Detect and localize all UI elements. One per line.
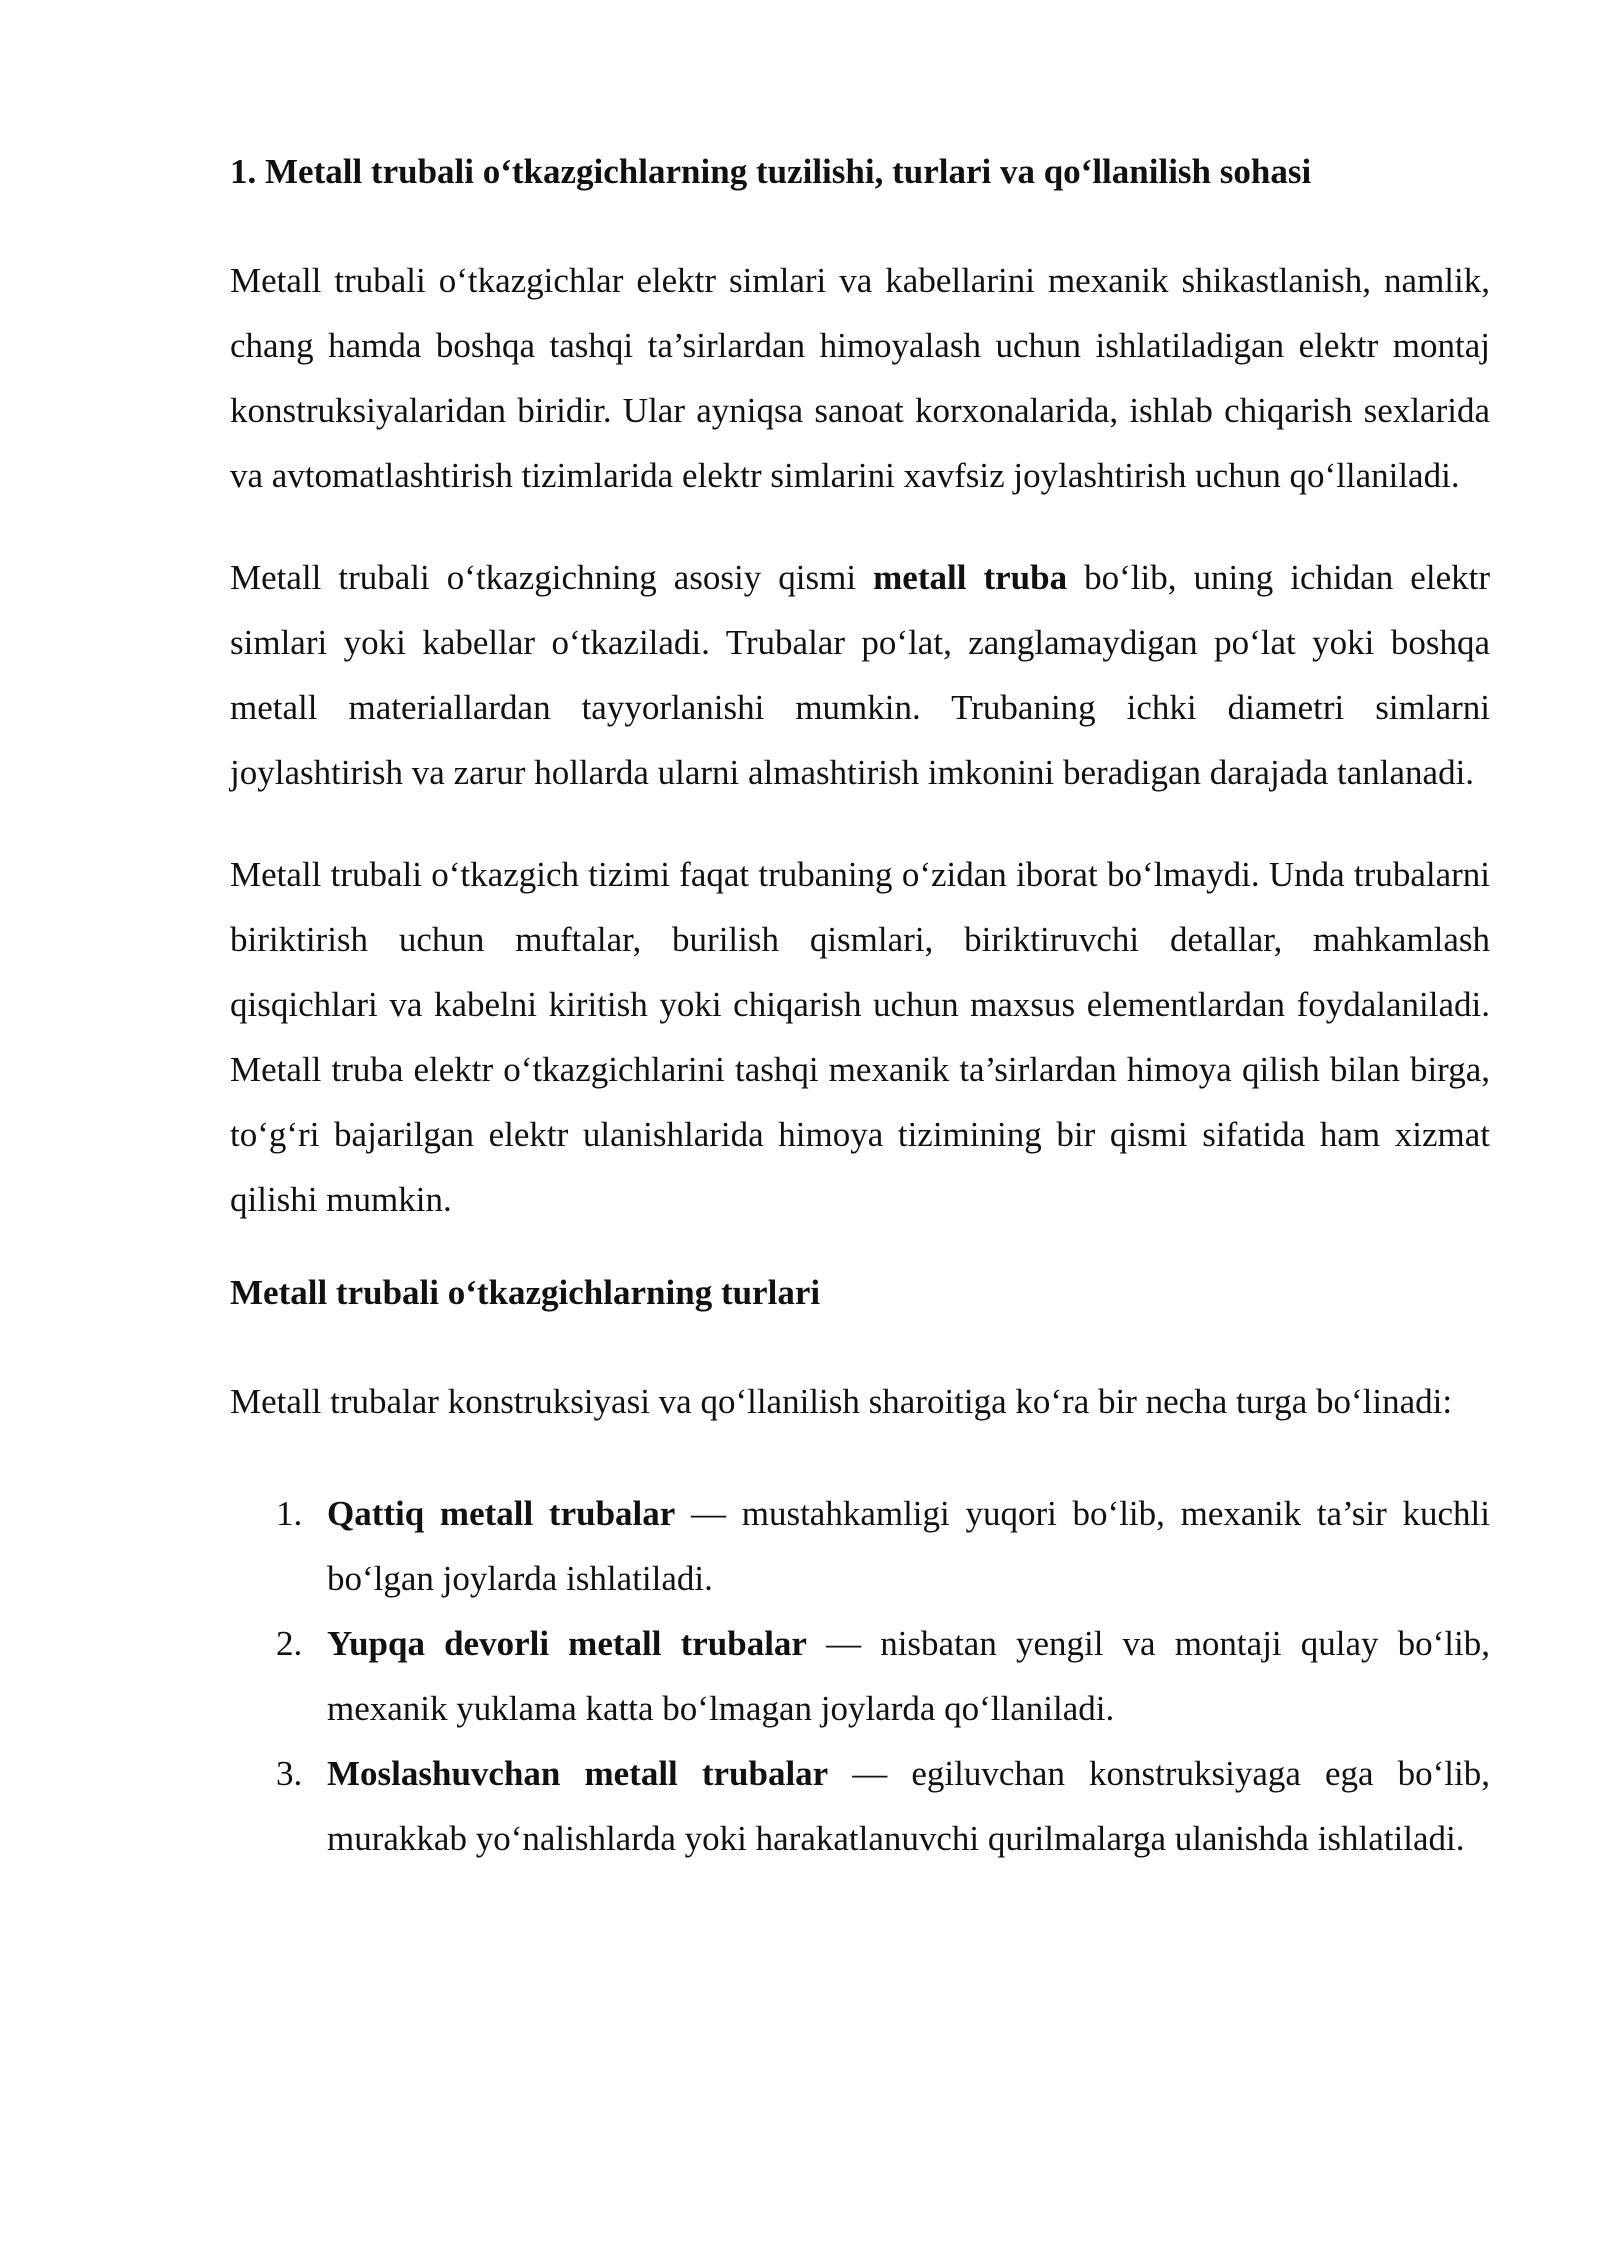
list-number: 3. [276, 1754, 303, 1793]
list-description: — nisbatan yengil va montaji qulay bo‘lib, mexanik yuklama katta bo‘lmagan joylarda qo‘llaniladi. [327, 1624, 1490, 1728]
paragraph-2-text-after: bo‘lib, uning ichidan elektr simlari yoki kabellar o‘tkaziladi. Trubalar po‘lat, zanglamaydigan po‘lat yoki boshqa metall materiallardan tayyorlanishi mumkin. Trubaning ichki diametri simlarni joylashtirish va zarur hollarda ularni almashtirish imkonini beradigan darajada tanlanadi. [230, 558, 1490, 792]
list-term: Qattiq metall trubalar [327, 1494, 676, 1533]
list-number: 2. [276, 1624, 303, 1663]
list-item [230, 1741, 1490, 1871]
paragraph-1: Metall trubali o‘tkazgichlar elektr simlari va kabellarini mexanik shikastlanish, namlik, chang hamda boshqa tashqi ta’sirlardan himoyalash uchun ishlatiladigan elektr montaj konstruksiyalaridan biridir. Ular ayniqsa sanoat korxonalarida, ishlab chiqarish sexlarida va avtomatlashtirish tizimlarida elektr simlarini xavfsiz joylashtirish uchun qo‘llaniladi. [230, 261, 1490, 495]
types-intro: Metall trubalar konstruksiyasi va qo‘llanilish sharoitiga ko‘ra bir necha turga bo‘linadi: [230, 1382, 1453, 1421]
list-term: Yupqa devorli metall trubalar [327, 1624, 807, 1663]
list-description: — mustahkamligi yuqori bo‘lib, mexanik ta’sir kuchli bo‘lgan joylarda ishlatiladi. [327, 1494, 1490, 1598]
paragraph-3: Metall trubali o‘tkazgich tizimi faqat trubaning o‘zidan iborat bo‘lmaydi. Unda trubalarni biriktirish uchun muftalar, burilish qismlari, biriktiruvchi detallar, mahkamlash qisqichlari va kabelni kiritish yoki chiqarish uchun maxsus elementlardan foydalaniladi. Metall truba elektr o‘tkazgichlarini tashqi mexanik ta’sirlardan himoya qilish bilan birga, to‘g‘ri bajarilgan elektr ulanishlarida himoya tizimining bir qismi sifatida ham xizmat qilishi mumkin. [230, 855, 1490, 1219]
section-heading: 1. Metall trubali o‘tkazgichlarning tuzilishi, turlari va qo‘llanilish sohasi [230, 152, 1312, 191]
document-page [230, 148, 1490, 1871]
types-list [230, 1481, 1490, 1871]
list-description: — egiluvchan konstruksiyaga ega bo‘lib, murakkab yo‘nalishlarda yoki harakatlanuvchi qurilmalarga ulanishda ishlatiladi. [327, 1754, 1491, 1858]
types-subheading: Metall trubali o‘tkazgichlarning turlari [230, 1273, 821, 1312]
paragraph-2-bold-term: metall truba [873, 558, 1068, 597]
paragraph-2 [230, 545, 1490, 805]
list-term: Moslashuvchan metall trubalar [327, 1754, 829, 1793]
paragraph-2-text-before: Metall trubali o‘tkazgichning asosiy qismi [230, 558, 874, 597]
list-item [230, 1611, 1490, 1741]
list-number: 1. [276, 1494, 303, 1533]
list-item [230, 1481, 1490, 1611]
